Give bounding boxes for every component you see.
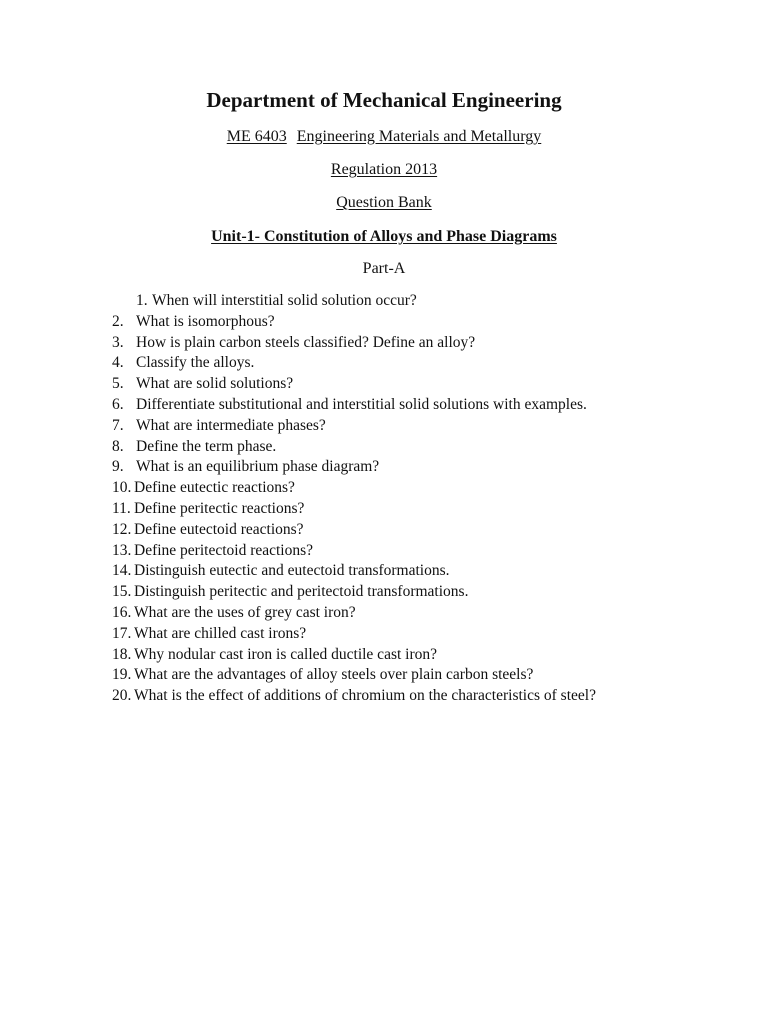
question-number: 5.	[112, 375, 124, 393]
question-text: What are the uses of grey cast iron?	[134, 603, 356, 621]
question-number: 18.	[112, 645, 132, 663]
course-line	[0, 128, 768, 146]
question-number: 2.	[112, 312, 124, 330]
question-text: Why nodular cast iron is called ductile cast iron?	[134, 645, 438, 663]
course-code: ME 6403	[226, 128, 287, 145]
question-text: What are the advantages of alloy steels over plain carbon steels?	[134, 666, 534, 684]
department-title: Department of Mechanical Engineering	[206, 88, 562, 112]
question-text: Define the term phase.	[136, 437, 277, 455]
question-text: Define eutectoid reactions?	[134, 520, 304, 538]
question-text: How is plain carbon steels classified? Define an alloy?	[136, 333, 476, 351]
question-number: 9.	[112, 458, 124, 476]
question-text: What is an equilibrium phase diagram?	[136, 458, 380, 476]
question-number: 12.	[112, 520, 132, 538]
question-text: Define peritectoid reactions?	[134, 541, 314, 559]
question-number: 17.	[112, 624, 132, 642]
question-number: 19.	[112, 666, 132, 684]
question-text: Distinguish peritectic and peritectoid transformations.	[134, 583, 469, 601]
question-text: What are solid solutions?	[136, 375, 294, 393]
question-text: What is isomorphous?	[136, 312, 275, 330]
question-text: Define eutectic reactions?	[134, 479, 295, 497]
question-number: 16.	[112, 603, 132, 621]
question-text: Distinguish eutectic and eutectoid transformations.	[134, 562, 450, 580]
question-text: Define peritectic reactions?	[134, 499, 305, 517]
question-number: 13.	[112, 541, 132, 559]
question-number: 8.	[112, 437, 124, 455]
question-number: 1.	[136, 292, 148, 309]
question-text: What are intermediate phases?	[136, 416, 326, 434]
question-number: 15.	[112, 583, 132, 601]
question-text: Classify the alloys.	[136, 354, 255, 372]
question-bank-heading: Question Bank	[336, 194, 432, 211]
question-number: 7.	[112, 416, 124, 434]
question-number: 11.	[112, 499, 131, 517]
question-number: 4.	[112, 354, 124, 372]
question-text: Differentiate substitutional and interstitial solid solutions with examples.	[136, 395, 587, 413]
question-text: What are chilled cast irons?	[134, 624, 307, 642]
unit-heading: Unit-1- Constitution of Alloys and Phase Diagrams	[211, 228, 557, 245]
course-name: Engineering Materials and Metallurgy	[296, 128, 542, 145]
question-number: 14.	[112, 562, 132, 580]
question-number: 3.	[112, 333, 124, 351]
question-number: 20.	[112, 687, 132, 705]
part-heading: Part-A	[362, 260, 406, 277]
question-number: 10.	[112, 479, 132, 497]
question-text: What is the effect of additions of chromium on the characteristics of steel?	[134, 687, 596, 705]
regulation-line: Regulation 2013	[330, 161, 438, 178]
question-text: When will interstitial solid solution occur?	[152, 292, 417, 309]
question-number: 6.	[112, 395, 124, 413]
